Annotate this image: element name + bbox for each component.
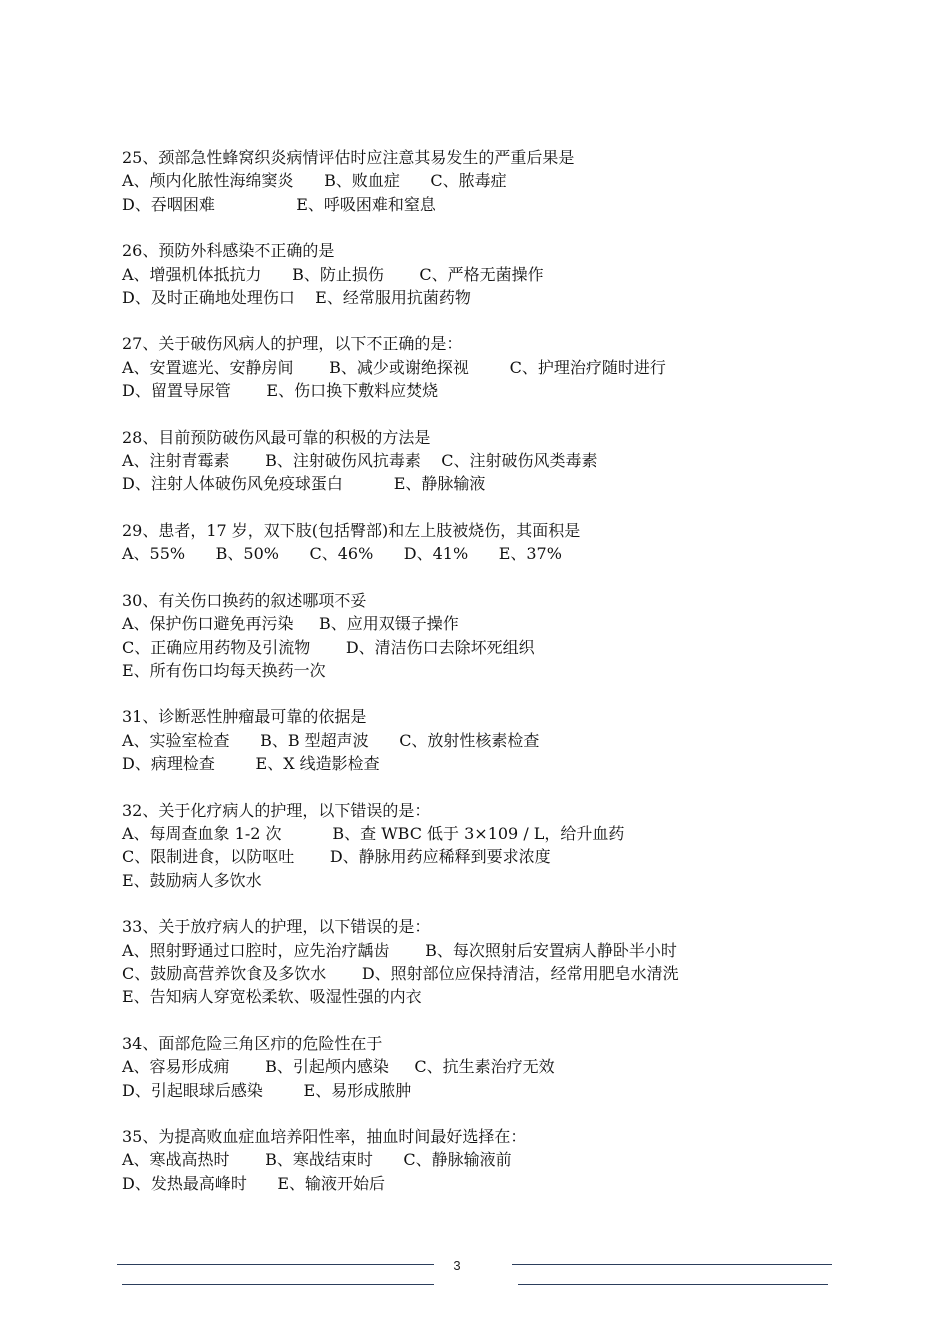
answer-options: A、保护伤口避免再污染 B、应用双镊子操作 <box>122 614 459 634</box>
answer-options: A、寒战高热时 B、寒战结束时 C、静脉输液前 <box>122 1150 512 1170</box>
question-block <box>122 705 822 775</box>
answer-options: A、实验室检查 B、B 型超声波 C、放射性核素检查 <box>122 730 540 750</box>
question-block <box>122 332 822 402</box>
answer-options: C、鼓励高营养饮食及多饮水 D、照射部位应保持清洁，经常用肥皂水清洗 <box>122 963 679 983</box>
question-stem: 29、患者，17 岁，双下肢(包括臀部)和左上肢被烧伤，其面积是 <box>122 520 581 540</box>
question-stem: 32、关于化疗病人的护理，以下错误的是： <box>122 800 431 820</box>
footer-rule-left-bottom <box>122 1284 434 1285</box>
answer-options: D、引起眼球后感染 E、易形成脓肿 <box>122 1080 412 1100</box>
answer-options: D、发热最高峰时 E、输液开始后 <box>122 1173 386 1193</box>
answer-options: A、照射野通过口腔时，应先治疗龋齿 B、每次照射后安置病人静卧半小时 <box>122 940 677 960</box>
question-block <box>122 589 822 683</box>
answer-options: A、颅内化脓性海绵窦炎 B、败血症 C、脓毒症 <box>122 171 507 191</box>
question-block <box>122 1125 822 1195</box>
answer-options: A、增强机体抵抗力 B、防止损伤 C、严格无菌操作 <box>122 264 544 284</box>
answer-options: A、每周查血象 1-2 次 B、查 WBC 低于 3×109 / L，给升血药 <box>122 823 625 843</box>
question-block <box>122 239 822 309</box>
question-stem: 31、诊断恶性肿瘤最可靠的依据是 <box>122 707 367 727</box>
answer-options: C、限制进食，以防呕吐 D、静脉用药应稀释到要求浓度 <box>122 847 551 867</box>
answer-options: E、鼓励病人多饮水 <box>122 870 262 890</box>
question-stem: 28、目前预防破伤风最可靠的积极的方法是 <box>122 427 431 447</box>
question-stem: 34、面部危险三角区疖的危险性在于 <box>122 1033 383 1053</box>
question-stem: 26、预防外科感染不正确的是 <box>122 241 335 261</box>
answer-options: A、55% B、50% C、46% D、41% E、37% <box>122 544 562 564</box>
question-list <box>122 146 822 1218</box>
question-stem: 27、关于破伤风病人的护理，以下不正确的是： <box>122 334 463 354</box>
question-block <box>122 799 822 893</box>
question-block <box>122 1032 822 1102</box>
question-block <box>122 426 822 496</box>
question-block <box>122 146 822 216</box>
question-stem: 30、有关伤口换药的叙述哪项不妥 <box>122 590 367 610</box>
answer-options: D、留置导尿管 E、伤口换下敷料应焚烧 <box>122 381 439 401</box>
question-stem: 25、颈部急性蜂窝织炎病情评估时应注意其易发生的严重后果是 <box>122 148 575 167</box>
question-stem: 33、关于放疗病人的护理，以下错误的是： <box>122 917 431 937</box>
question-block <box>122 519 822 566</box>
question-block <box>122 915 822 1009</box>
answer-options: E、所有伤口均每天换药一次 <box>122 660 326 680</box>
answer-options: A、容易形成痈 B、引起颅内感染 C、抗生素治疗无效 <box>122 1057 555 1077</box>
footer-rule-right-bottom <box>518 1284 828 1285</box>
question-stem: 35、为提高败血症血培养阳性率，抽血时间最好选择在： <box>122 1127 527 1146</box>
answer-options: C、正确应用药物及引流物 D、清洁伤口去除坏死组织 <box>122 637 535 657</box>
answer-options: D、注射人体破伤风免疫球蛋白 E、静脉输液 <box>122 474 486 494</box>
page-footer <box>0 1256 950 1296</box>
footer-rule-left-top <box>117 1264 434 1265</box>
answer-options: E、告知病人穿宽松柔软、吸湿性强的内衣 <box>122 987 422 1007</box>
footer-rule-right-top <box>512 1264 832 1265</box>
answer-options: A、安置遮光、安静房间 B、减少或谢绝探视 C、护理治疗随时进行 <box>122 357 666 377</box>
page-number: 3 <box>453 1258 461 1273</box>
answer-options: A、注射青霉素 B、注射破伤风抗毒素 C、注射破伤风类毒素 <box>122 451 598 471</box>
answer-options: D、吞咽困难 E、呼吸困难和窒息 <box>122 194 436 214</box>
answer-options: D、及时正确地处理伤口 E、经常服用抗菌药物 <box>122 288 471 308</box>
answer-options: D、病理检查 E、X 线造影检查 <box>122 754 380 774</box>
